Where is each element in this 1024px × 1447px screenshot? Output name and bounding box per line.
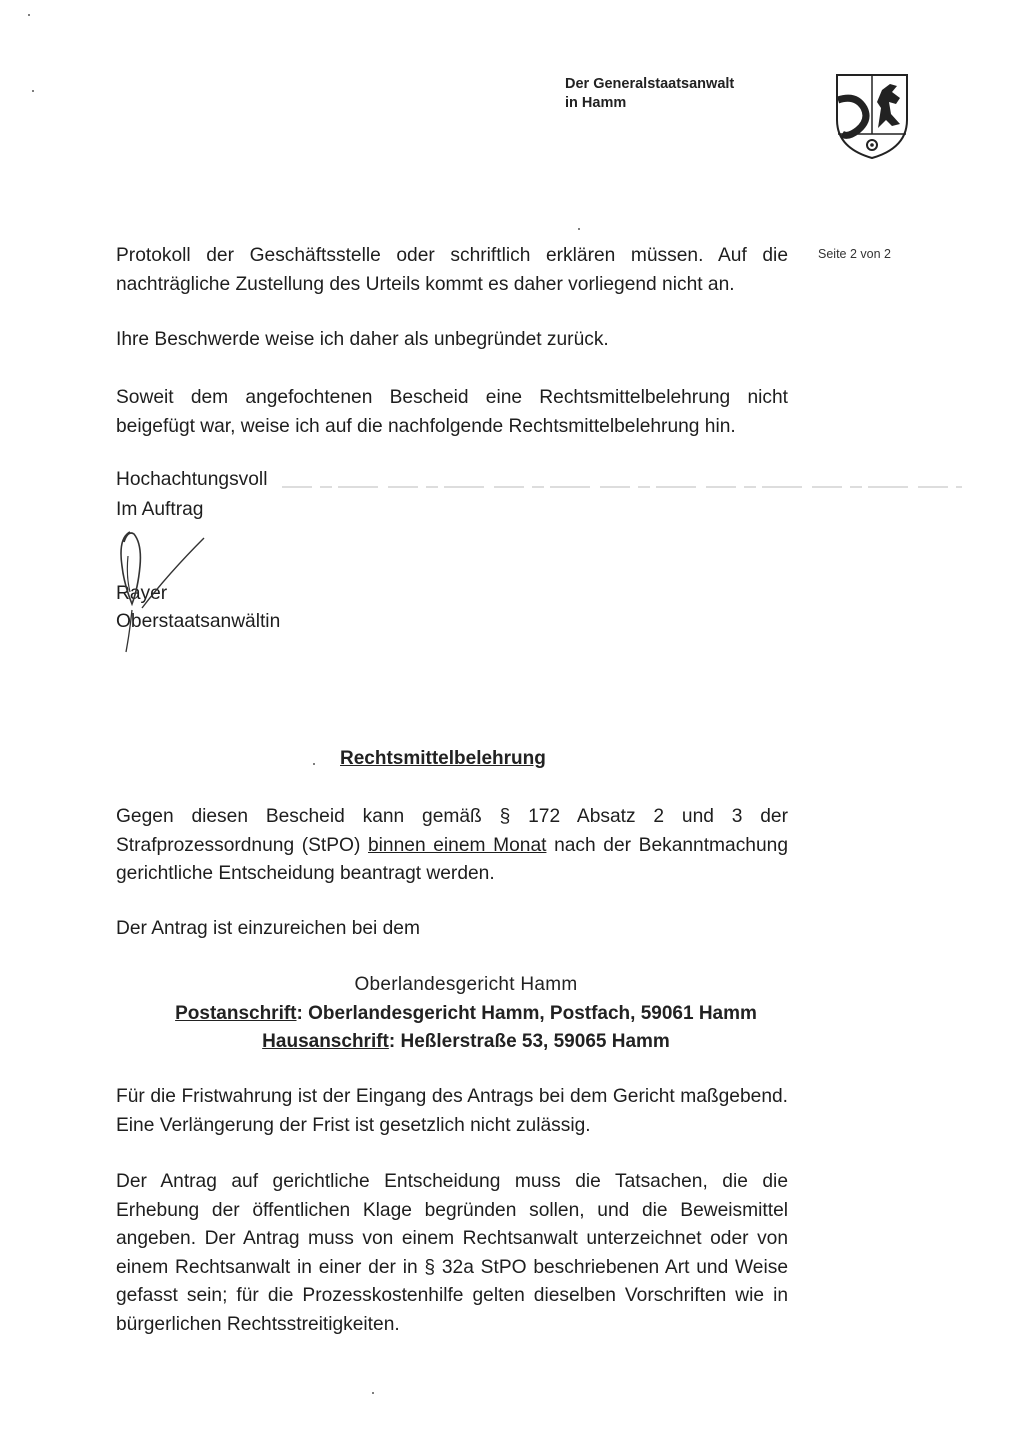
signer-name: Rayer <box>116 583 168 604</box>
paragraph-rejection: Ihre Beschwerde weise ich daher als unbegründet zurück. <box>116 329 609 350</box>
paragraph-protocol: Protokoll der Geschäftsstelle oder schriftlich erklären müssen. Auf die nachträgliche Zustellung des Urteils kommt es daher vorliegend nicht an. <box>116 245 788 295</box>
scan-speck <box>578 228 580 230</box>
street-label: Hausanschrift <box>262 1031 389 1052</box>
postal-address <box>116 1000 816 1029</box>
closing-block <box>116 466 788 526</box>
postal-value: : Oberlandesgericht Hamm, Postfach, 59061 Hamm <box>296 1002 757 1024</box>
scan-speck <box>32 90 34 92</box>
paragraph-deadline-receipt: Für die Fristwahrung ist der Eingang des Antrags bei dem Gericht maßgebend. Eine Verlängerung der Frist ist gesetzlich nicht zulässig. <box>116 1086 788 1136</box>
scan-speck <box>313 763 315 765</box>
authority-line-1: Der Generalstaatsanwalt <box>565 76 735 92</box>
section-heading: Rechtsmittelbelehrung <box>340 748 546 769</box>
postal-label: Postanschrift <box>175 1002 297 1024</box>
paragraph-deadline <box>116 803 788 889</box>
nrw-coat-of-arms-icon <box>834 72 910 160</box>
scan-speck <box>28 14 30 16</box>
street-address <box>116 1028 816 1057</box>
deadline-text-after: nach der Bekanntmachung gerichtliche Entscheidung beantragt werden. <box>116 834 788 884</box>
court-address-block <box>116 971 816 1057</box>
paragraph-submission: Der Antrag ist einzureichen bei dem <box>116 918 420 939</box>
signer-title: Oberstaatsanwältin <box>116 611 281 632</box>
deadline-text-before: Gegen diesen Bescheid kann gemäß § 172 Absatz 2 und 3 der Strafprozessordnung (StPO) <box>116 806 788 856</box>
paragraph-requirements: Der Antrag auf gerichtliche Entscheidung muss die Tatsachen, die die Erhebung der öffentlichen Klage begründen sollen, und die Beweismittel angeben. Der Antrag muss von einem Rechtsanwalt unterzeichnet oder von einem Rechtsanwalt in einer der in § 32a StPO beschriebenen Art und Weise gefasst sein; für die Prozesskostenhilfe gelten dieselben Vorschriften wie in bürgerlichen Rechtsstreitigkeiten. <box>116 1171 788 1335</box>
paragraph-instruction-note: Soweit dem angefochtenen Bescheid eine Rechtsmittelbelehrung nicht beigefügt war, weise ich auf die nachfolgende Rechtsmittelbelehrung hin. <box>116 387 788 437</box>
scan-speck <box>372 1392 374 1394</box>
closing-greeting: Hochachtungsvoll <box>116 469 268 490</box>
authority-header <box>565 75 734 113</box>
deadline-emphasis: binnen einem Monat <box>368 834 547 856</box>
street-value: : Heßlerstraße 53, 59065 Hamm <box>388 1031 670 1052</box>
handwritten-signature <box>108 526 218 666</box>
court-name: Oberlandesgericht Hamm <box>354 974 578 995</box>
authority-line-2: in Hamm <box>565 95 627 111</box>
page-number: Seite 2 von 2 <box>818 247 891 261</box>
closing-on-behalf: Im Auftrag <box>116 499 204 520</box>
